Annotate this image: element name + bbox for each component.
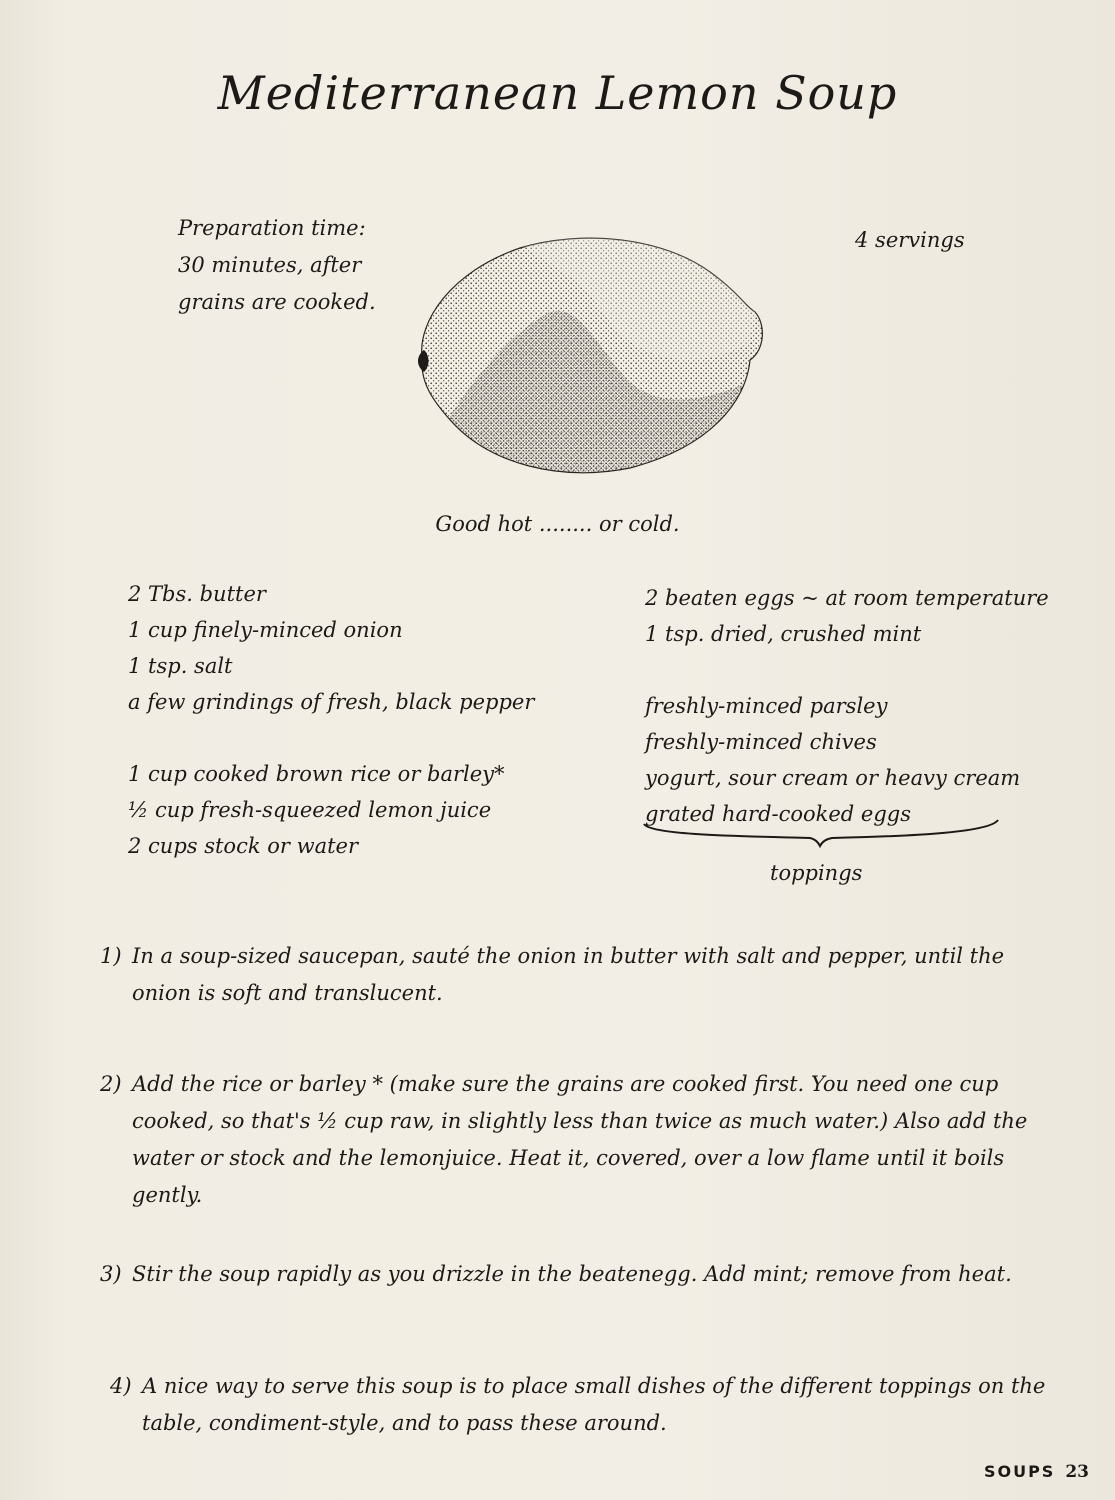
step-text: A nice way to serve this soup is to place small dishes of the different toppings on the table, condiment-style, and to pass these around. bbox=[142, 1374, 1046, 1435]
ingredient-item: 2 cups stock or water bbox=[128, 834, 358, 858]
toppings-label: toppings bbox=[770, 861, 863, 885]
step-number: 3) bbox=[100, 1262, 122, 1286]
topping-item: yogurt, sour cream or heavy cream bbox=[645, 766, 1021, 790]
step-4 bbox=[110, 1368, 1060, 1442]
spacer bbox=[645, 652, 1085, 688]
ingredient-item: ½ cup fresh-squeezed lemon juice bbox=[128, 798, 492, 822]
spacer bbox=[128, 720, 588, 756]
prep-line: Preparation time: bbox=[178, 216, 366, 240]
topping-item: grated hard-cooked eggs bbox=[645, 802, 912, 826]
serving-note: Good hot ........ or cold. bbox=[435, 512, 680, 536]
ingredient-item: 1 tsp. salt bbox=[128, 654, 233, 678]
ingredients-left bbox=[128, 576, 588, 864]
step-text: Add the rice or barley * (make sure the grains are cooked first. You need one cup cooked, so that's ½ cup raw, in slightly less than twice as much water.) Also add the water or stock and the lemonjuice. Heat it, covered, over a low flame until it boils gently. bbox=[132, 1072, 1028, 1207]
step-3 bbox=[100, 1256, 1012, 1293]
ingredient-item: 2 beaten eggs ~ at room temperature bbox=[645, 586, 1049, 610]
prep-line: grains are cooked. bbox=[178, 290, 376, 314]
recipe-title: Mediterranean Lemon Soup bbox=[217, 66, 898, 120]
step-number: 2) bbox=[100, 1072, 122, 1096]
step-1 bbox=[100, 938, 1060, 1012]
ingredient-item: 1 cup finely-minced onion bbox=[128, 618, 403, 642]
topping-item: freshly-minced parsley bbox=[645, 694, 888, 718]
preparation-time bbox=[178, 210, 418, 321]
section-name: SOUPS bbox=[983, 1462, 1056, 1481]
ingredient-item: 1 cup cooked brown rice or barley* bbox=[128, 762, 505, 786]
servings-count: 4 servings bbox=[855, 228, 965, 252]
ingredients-right bbox=[645, 580, 1085, 832]
step-number: 1) bbox=[100, 944, 122, 968]
step-text: Stir the soup rapidly as you drizzle in the beatenegg. Add mint; remove from heat. bbox=[132, 1262, 1012, 1286]
step-2 bbox=[100, 1066, 1060, 1214]
toppings-brace-icon bbox=[640, 818, 1005, 848]
page-footer bbox=[984, 1462, 1089, 1482]
step-number: 4) bbox=[110, 1374, 132, 1398]
ingredient-item: 2 Tbs. butter bbox=[128, 582, 266, 606]
ingredient-item: 1 tsp. dried, crushed mint bbox=[645, 622, 922, 646]
page-number: 23 bbox=[1065, 1462, 1089, 1482]
lemon-illustration-icon bbox=[410, 232, 770, 482]
ingredient-item: a few grindings of fresh, black pepper bbox=[128, 690, 535, 714]
topping-item: freshly-minced chives bbox=[645, 730, 877, 754]
prep-line: 30 minutes, after bbox=[178, 253, 362, 277]
step-text: In a soup-sized saucepan, sauté the onion in butter with salt and pepper, until the onion is soft and translucent. bbox=[132, 944, 1005, 1005]
